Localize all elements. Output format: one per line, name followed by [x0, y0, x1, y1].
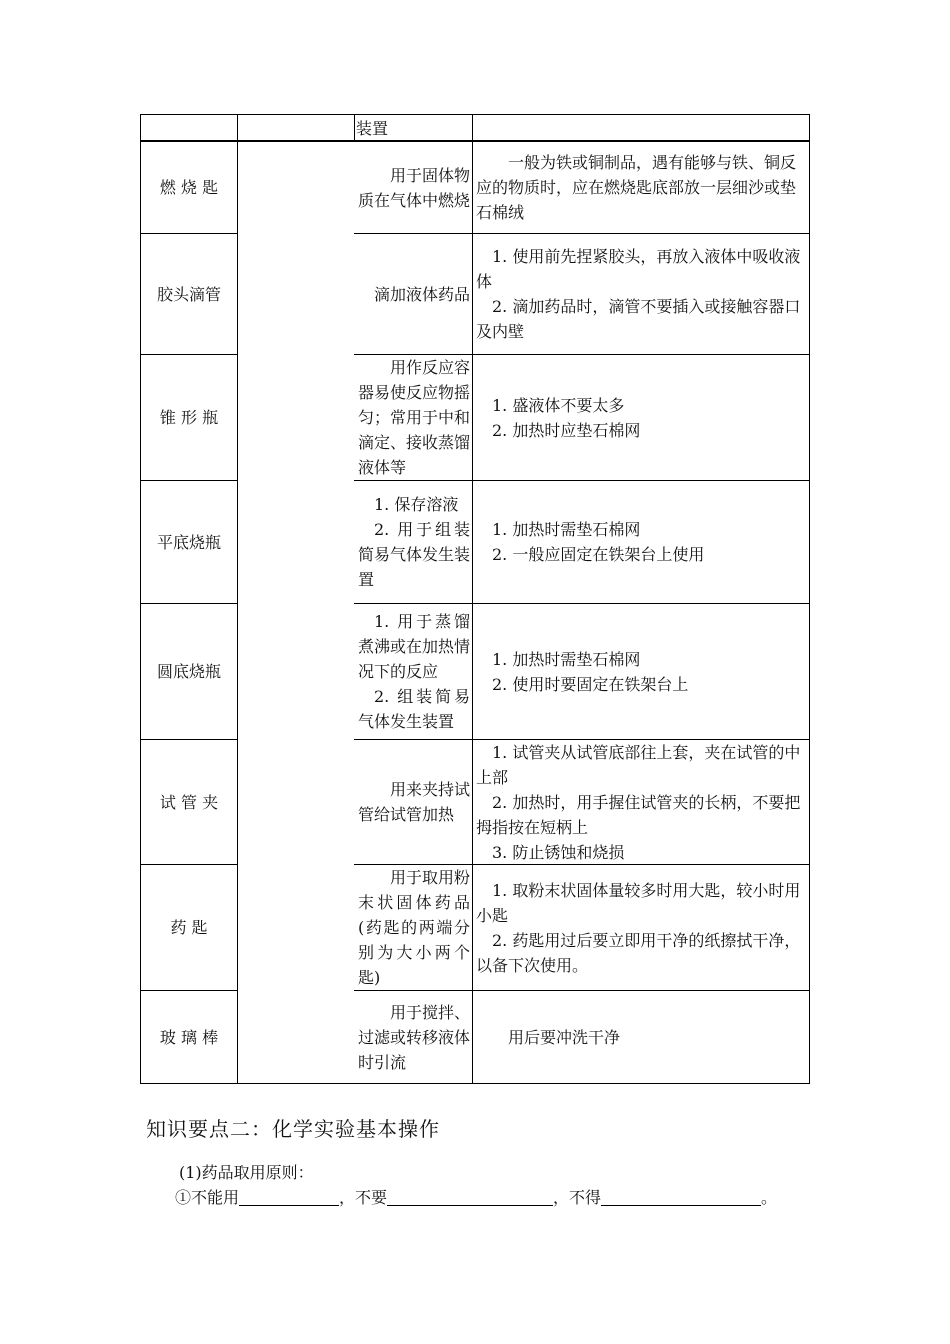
equipment-use [355, 991, 472, 1083]
equipment-name: 药 匙 [170, 918, 208, 937]
equipment-name: 圆底烧瓶 [156, 662, 221, 681]
equipment-use [355, 142, 472, 233]
equipment-name: 平底烧瓶 [156, 532, 221, 552]
column-divider [237, 114, 238, 1084]
usage-notes [473, 355, 809, 480]
note-text: 2. 加热时应垫石棉网 [492, 420, 641, 440]
use-text: 用作反应容器易使反应物摇匀；常用于中和滴定、接收蒸馏液体等 [358, 358, 471, 477]
equipment-name: 胶头滴管 [156, 284, 221, 304]
usage-notes [473, 740, 809, 864]
use-text: 1. 用于蒸馏煮沸或在加热情况下的反应 [358, 612, 471, 681]
usage-notes [473, 481, 809, 603]
note-text: 1. 试管夹从试管底部往上套，夹在试管的中上部 [476, 742, 801, 787]
section-heading: 知识要点二：化学实验基本操作 [146, 1117, 440, 1141]
table-border-right [809, 114, 810, 1084]
answer-blank[interactable] [601, 1187, 761, 1206]
usage-notes [473, 234, 809, 354]
equipment-use [355, 604, 472, 739]
table-border-top [140, 114, 810, 115]
use-text: 滴加液体药品 [374, 284, 471, 304]
use-text: 2. 用于组装简易气体发生装置 [358, 520, 471, 589]
usage-notes [473, 991, 809, 1083]
equipment-name: 燃 烧 匙 [159, 178, 219, 197]
fill-text: ，不得 [553, 1188, 602, 1207]
answer-blank[interactable] [387, 1187, 553, 1206]
header-device-label: 装置 [356, 119, 389, 138]
equipment-name: 试 管 夹 [159, 792, 219, 812]
fill-text: 。 [761, 1188, 778, 1207]
note-text: 2. 加热时，用手握住试管夹的长柄，不要把拇指按在短柄上 [476, 792, 801, 837]
section-subheading: (1)药品取用原则： [179, 1163, 314, 1182]
note-text: 一般为铁或铜制品，遇有能够与铁、铜反应的物质时，应在燃烧匙底部放一层细沙或垫石棉绒 [476, 153, 797, 222]
note-text: 用后要冲洗干净 [508, 1027, 621, 1047]
note-text: 1. 取粉末状固体量较多时用大匙，较小时用小匙 [476, 880, 801, 925]
note-text: 1. 盛液体不要太多 [492, 395, 625, 415]
note-text: 2. 一般应固定在铁架台上使用 [492, 545, 705, 564]
use-text: 1. 保存溶液 [374, 495, 459, 514]
lab-equipment-table [140, 114, 810, 1084]
use-text: 用于搅拌、过滤或转移液体时引流 [358, 1002, 471, 1072]
note-text: 2. 药匙用过后要立即用干净的纸擦拭干净，以备下次使用。 [476, 930, 801, 975]
note-text: 1. 使用前先捏紧胶头，再放入液体中吸收液体 [476, 247, 801, 291]
fill-text: ①不能用 [175, 1188, 240, 1207]
equipment-use [355, 740, 472, 864]
usage-notes [473, 142, 809, 233]
equipment-name: 锥 形 瓶 [159, 408, 219, 427]
use-text: 用于取用粉末状固体药品(药匙的两端分别为大小两个匙) [358, 868, 471, 987]
equipment-use [355, 481, 472, 603]
use-text: 用来夹持试管给试管加热 [358, 780, 471, 824]
equipment-name: 玻 璃 棒 [159, 1027, 219, 1047]
equipment-use [355, 865, 472, 990]
note-text: 2. 使用时要固定在铁架台上 [492, 674, 689, 694]
use-text: 用于固体物质在气体中燃烧 [358, 165, 471, 210]
fill-in-line [175, 1185, 777, 1208]
usage-notes [473, 604, 809, 739]
table-border-bottom [140, 1083, 810, 1084]
use-text: 2. 组装简易气体发生装置 [358, 687, 470, 731]
column-divider [354, 114, 355, 141]
note-text: 2. 滴加药品时，滴管不要插入或接触容器口及内壁 [476, 297, 801, 341]
note-text: 1. 加热时需垫石棉网 [492, 649, 641, 669]
note-text: 1. 加热时需垫石棉网 [492, 520, 641, 539]
note-text: 3. 防止锈蚀和烧损 [492, 842, 625, 862]
equipment-use [355, 355, 472, 480]
fill-text: ，不要 [339, 1188, 388, 1207]
answer-blank[interactable] [239, 1187, 339, 1206]
equipment-use [355, 234, 472, 354]
usage-notes [473, 865, 809, 990]
